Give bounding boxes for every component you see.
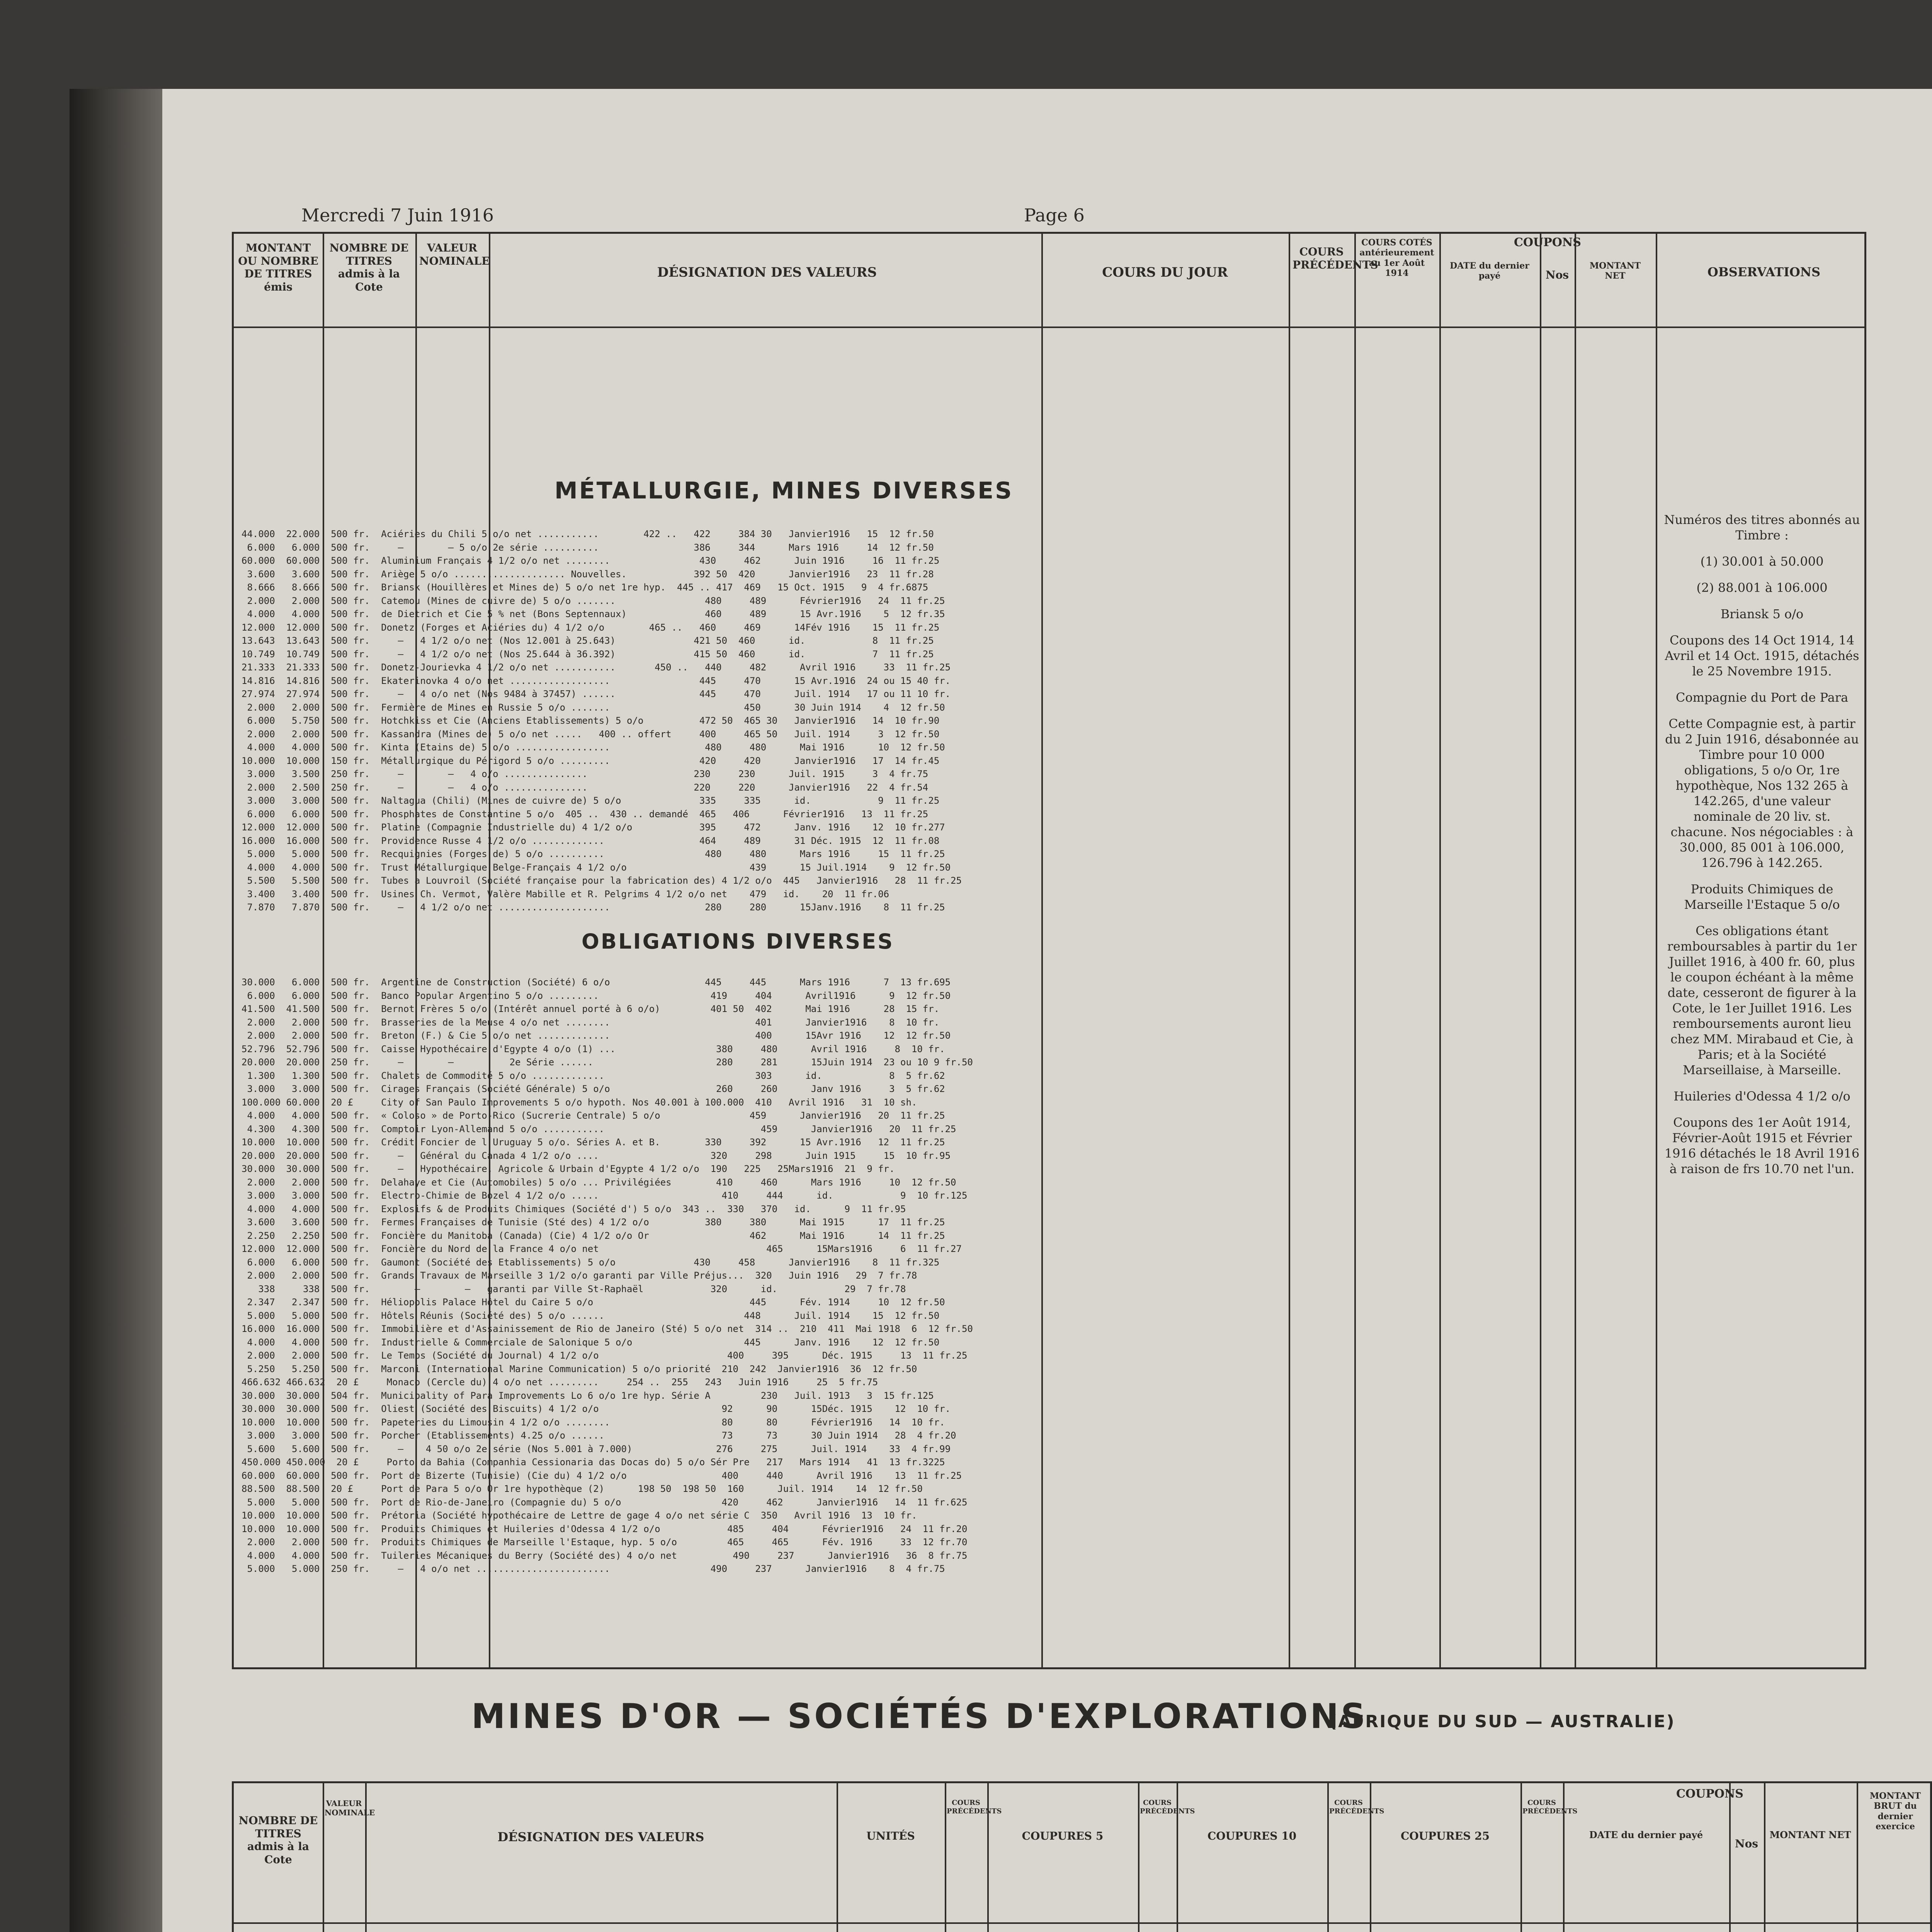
table-row: 30.000 30.000 504 fr. Municipality of Para Improvements Lo 6 o/o 1re hyp. Série A 230 Juil. 1913 3 15 fr.125: [242, 1390, 934, 1401]
col-head-cours-1914: COURS COTÉS antérieurement au 1er Août 1914: [1359, 238, 1434, 279]
mines-col-montant-net: MONTANT NET: [1769, 1829, 1851, 1840]
table-row: 2.347 2.347 500 fr. Héliopolis Palace Hôtel du Caire 5 o/o 445 Fév. 1914 10 12 fr.50: [242, 1297, 945, 1308]
table-row: 60.000 60.000 500 fr. Aluminium Français 4 1/2 o/o net ........ 430 462 Juin 1916 16 11 fr.25: [242, 555, 940, 566]
col-rule: [837, 1783, 838, 1932]
col-rule: [365, 1783, 367, 1932]
observation-note: (1) 30.001 à 50.000: [1700, 554, 1824, 569]
observations-column: [1663, 512, 1861, 1187]
table-row: 2.000 2.000 500 fr. Fermière de Mines en Russie 5 o/o ....... 450 30 Juin 1914 4 12 fr.50: [242, 702, 945, 713]
mines-col-coupures-5: COUPURES 5: [1022, 1830, 1104, 1842]
table-row: 450.000 450.000 20 £ Porto da Bahia (Companhia Cessionaria das Docas do) 5 o/o Sér Pre 217 Mars 1914 41 13 fr.3225: [242, 1457, 945, 1468]
table-row: 13.643 13.643 500 fr. — 4 1/2 o/o net (Nos 12.001 à 25.643) 421 50 460 id. 8 11 fr.25: [242, 635, 934, 646]
table-row: 10.000 10.000 500 fr. Prétoria (Société hypothécaire de Lettre de gage 4 o/o net série C 350 Avril 1916 13 10 fr.: [242, 1510, 917, 1521]
mines-col-cours-prec-4: COURS PRÉCÉDENTS: [1522, 1799, 1578, 1815]
col-head-date-dernier: DATE du dernier payé: [1450, 261, 1529, 281]
col-head-montant-net: MONTANT NET: [1589, 261, 1641, 281]
table-row: 5.000 5.000 500 fr. Port de Rio-de-Janeiro (Compagnie du) 5 o/o 420 462 Janvier1916 14 11 fr.625: [242, 1497, 968, 1508]
table-row: 5.000 5.000 500 fr. Hôtels Réunis (Société des) 5 o/o ...... 448 Juil. 1914 15 12 fr.50: [242, 1310, 940, 1321]
table-row: 3.600 3.600 500 fr. Fermes Françaises de Tunisie (Sté des) 4 1/2 o/o 380 380 Mai 1915 17 11 fr.25: [242, 1217, 945, 1228]
mines-col-nombre: NOMBRE DE TITRES admis à la Cote: [238, 1814, 318, 1866]
table-row: 2.000 2.500 250 fr. — — 4 o/o ............... 220 220 Janvier1916 22 4 fr.54: [242, 782, 929, 793]
mines-col-coupures-10: COUPURES 10: [1207, 1830, 1297, 1842]
table-row: 16.000 16.000 500 fr. Immobilière et d'Assainissement de Rio de Janeiro (Sté) 5 o/o net 314 .. 210 411 Mai 1918 6 12 fr.50: [242, 1323, 973, 1334]
mines-subtitle: (AFRIQUE DU SUD — AUSTRALIE): [1329, 1712, 1675, 1731]
table-row: 21.333 21.333 500 fr. Donetz-Jourievka 4 1/2 o/o net ........... 450 .. 440 482 Avril 1916 33 11 fr.25: [242, 662, 951, 673]
metallurgie-rows: [242, 527, 1648, 914]
table-row: 2.000 2.000 500 fr. Kassandra (Mines de) 5 o/o net ..... 400 .. offert 400 465 50 Juil. 1914 3 12 fr.50: [242, 728, 940, 740]
mines-col-coupons: COUPONS: [1676, 1787, 1743, 1801]
col-rule: [1138, 1783, 1139, 1932]
mines-col-designation: DÉSIGNATION DES VALEURS: [497, 1830, 704, 1844]
table-row: 3.000 3.000 500 fr. Porcher (Etablissements) 4.25 o/o ...... 73 73 30 Juin 1914 28 4 fr.20: [242, 1430, 956, 1441]
table-row: 6.000 5.750 500 fr. Hotchkiss et Cie (Anciens Etablissements) 5 o/o 472 50 465 30 Janvier1916 14 10 fr.90: [242, 715, 940, 726]
col-rule: [1520, 1783, 1522, 1932]
table-row: 2.000 2.000 500 fr. Produits Chimiques de Marseille l'Estaque, hyp. 5 o/o 465 465 Fév. 1916 33 12 fr.70: [242, 1537, 968, 1548]
table-row: 4.000 4.000 500 fr. Industrielle & Commerciale de Salonique 5 o/o 445 Janv. 1916 12 12 fr.50: [242, 1337, 940, 1348]
table-row: 4.000 4.000 500 fr. de Dietrich et Cie 5 % net (Bons Septennaux) 460 489 15 Avr.1916 5 12 fr.35: [242, 609, 945, 619]
section-obligations-title: OBLIGATIONS DIVERSES: [582, 929, 895, 954]
table-row: 3.400 3.400 500 fr. Usines Ch. Vermot, Valère Mabille et R. Pelgrims 4 1/2 o/o net 479 id. 20 11 fr.06: [242, 888, 889, 900]
observation-note: Coupons des 1er Août 1914, Février-Août 1915 et Février 1916 détachés le 18 Avril 1916 à raison de frs 10.70 net l'un.: [1664, 1115, 1860, 1176]
table-row: 338 338 500 fr. — — garanti par Ville St-Raphaël 320 id. 29 7 fr.78: [242, 1283, 906, 1294]
table-row: 41.500 41.500 500 fr. Bernot Frères 5 o/o (Intérêt annuel porté à 6 o/o) 401 50 402 Mai 1916 28 15 fr.: [242, 1003, 940, 1014]
col-rule: [987, 1783, 989, 1932]
table-row: 20.000 20.000 500 fr. — Général du Canada 4 1/2 o/o .... 320 298 Juin 1915 15 10 fr.95: [242, 1150, 951, 1161]
table-row: 10.000 10.000 500 fr. Produits Chimiques et Huileries d'Odessa 4 1/2 o/o 485 404 Février1916 24 11 fr.20: [242, 1523, 968, 1534]
col-head-nombre: NOMBRE DE TITRES admis à la Cote: [329, 242, 409, 293]
col-head-montant: MONTANT OU NOMBRE DE TITRES émis: [238, 242, 318, 293]
observation-note: Numéros des titres abonnés au Timbre :: [1664, 512, 1860, 543]
table-row: 1.300 1.300 500 fr. Chalets de Commodité 5 o/o ............. 303 id. 8 5 fr.62: [242, 1070, 945, 1081]
table-row: 4.000 4.000 500 fr. Explosifs & de Produits Chimiques (Société d') 5 o/o 343 .. 330 370 id. 9 11 fr.95: [242, 1203, 906, 1214]
table-row: 4.000 4.000 500 fr. Trust Métallurgique Belge-Français 4 1/2 o/o 439 15 Juil.1914 9 12 fr.50: [242, 862, 951, 873]
table-row: 4.000 4.000 500 fr. « Coloso » de Porto-Rico (Sucrerie Centrale) 5 o/o 459 Janvier1916 20 11 fr.25: [242, 1110, 945, 1121]
observation-note: Ces obligations étant remboursables à partir du 1er Juillet 1916, à 400 fr. 60, plus le coupon échéant à la même date, cesseront de figurer à la Cote, le 1er Juillet 1916. Les remboursements auront lieu chez MM. Mirabaud et Cie, à Paris; et à la Société Marseillaise, à Marseille.: [1667, 923, 1857, 1077]
page-number: Page 6: [1024, 205, 1085, 226]
mines-col-montant-brut: MONTANT BRUT du dernier exercice: [1869, 1791, 1921, 1832]
table-row: 52.796 52.796 500 fr. Caisse Hypothécaire d'Egypte 4 o/o (1) ... 380 480 Avril 1916 8 10 fr.: [242, 1043, 945, 1054]
col-head-coupons: COUPONS: [1514, 236, 1581, 249]
mines-col-cours-prec-2: COURS PRÉCÉDENTS: [1140, 1799, 1195, 1815]
table-row: 10.000 10.000 500 fr. Papeteries du Limousin 4 1/2 o/o ........ 80 80 Février1916 14 10 fr.: [242, 1417, 945, 1428]
table-row: 2.000 2.000 500 fr. Grands Travaux de Marseille 3 1/2 o/o garanti par Ville Préjus... 320 Juin 1916 29 7 fr.78: [242, 1270, 917, 1281]
col-rule: [945, 1783, 946, 1932]
table-row: 8.666 8.666 500 fr. Briansk (Houillères et Mines de) 5 o/o net 1re hyp. 445 .. 417 469 15 Oct. 1915 9 4 fr.6875: [242, 582, 929, 593]
table-row: 20.000 20.000 250 fr. — — 2e Série ...... 280 281 15Juin 1914 23 ou 10 9 fr.50: [242, 1057, 973, 1068]
col-head-num: Nos: [1545, 269, 1569, 281]
table-row: 6.000 6.000 500 fr. Banco Popular Argentino 5 o/o ......... 419 404 Avril1916 9 12 fr.50: [242, 990, 951, 1001]
table-row: 5.600 5.600 500 fr. — 4 50 o/o 2e série (Nos 5.001 à 7.000) 276 275 Juil. 1914 33 4 fr.99: [242, 1443, 951, 1454]
observation-note: Huileries d'Odessa 4 1/2 o/o: [1673, 1089, 1850, 1104]
table-row: 60.000 60.000 500 fr. Port de Bizerte (Tunisie) (Cie du) 4 1/2 o/o 400 440 Avril 1916 13 11 fr.25: [242, 1470, 962, 1481]
col-rule: [1563, 1783, 1565, 1932]
table-row: 2.000 2.000 500 fr. Le Temps (Société du Journal) 4 1/2 o/o 400 395 Déc. 1915 13 11 fr.25: [242, 1350, 968, 1361]
table-row: 7.870 7.870 500 fr. — 4 1/2 o/o net .................... 280 280 15Janv.1916 8 11 fr.25: [242, 902, 945, 913]
table-row: 14.816 14.816 500 fr. Ekaterinovka 4 o/o net .................. 445 470 15 Avr.1916 24 ou 15 40 fr.: [242, 675, 951, 686]
page-binding-shadow: [70, 89, 162, 1932]
col-head-designation: DÉSIGNATION DES VALEURS: [657, 265, 877, 280]
observation-note: Cette Compagnie est, à partir du 2 Juin 1916, désabonnée au Timbre pour 10 000 obligations, 5 o/o Or, 1re hypothèque, Nos 132 265 à 142.265, d'une valeur nominale de 20 liv. st. chacune. Nos négociables : à 30.000, 85 001 à 106.000, 126.796 à 142.265.: [1665, 716, 1859, 870]
table-row: 3.000 3.000 500 fr. Cirages Français (Société Générale) 5 o/o 260 260 Janv 1916 3 5 fr.62: [242, 1083, 945, 1094]
top-table: [232, 232, 1866, 1669]
observation-note: Coupons des 14 Oct 1914, 14 Avril et 14 Oct. 1915, détachés le 25 Novembre 1915.: [1665, 633, 1859, 679]
table-row: 6.000 6.000 500 fr. Phosphates de Constantine 5 o/o 405 .. 430 .. demandé 465 406 Février1916 13 11 fr.25: [242, 808, 929, 820]
table-row: 4.000 4.000 500 fr. Tuileries Mécaniques du Berry (Société des) 4 o/o net 490 237 Janvier1916 36 8 fr.75: [242, 1550, 968, 1561]
table-row: 3.000 3.500 250 fr. — — 4 o/o ............... 230 230 Juil. 1915 3 4 fr.75: [242, 769, 929, 779]
col-rule: [1177, 1783, 1178, 1932]
table-row: 44.000 22.000 500 fr. Aciéries du Chili 5 o/o net ........... 422 .. 422 384 30 Janvier1916 15 12 fr.50: [242, 529, 934, 539]
table-row: 2.000 2.000 500 fr. Delahaye et Cie (Automobiles) 5 o/o ... Privilégiées 410 460 Mars 1916 10 12 fr.50: [242, 1177, 956, 1188]
table-row: 6.000 6.000 500 fr. Gaumont (Société des Etablissements) 5 o/o 430 458 Janvier1916 8 11 fr.325: [242, 1257, 940, 1268]
table-row: 12.000 12.000 500 fr. Donetz (Forges et Aciéries du) 4 1/2 o/o 465 .. 460 469 14Fév 1916 15 11 fr.25: [242, 622, 940, 633]
mines-col-num: Nos: [1735, 1837, 1759, 1850]
mines-col-cours-prec-1: COURS PRÉCÉDENTS: [947, 1799, 1002, 1815]
col-head-observations: OBSERVATIONS: [1707, 265, 1821, 279]
col-rule: [1857, 1783, 1858, 1932]
observation-note: Compagnie du Port de Para: [1675, 690, 1849, 705]
table-row: 16.000 16.000 500 fr. Providence Russe 4 1/2 o/o ............. 464 489 31 Déc. 1915 12 11 fr.08: [242, 835, 940, 846]
col-rule: [1764, 1783, 1765, 1932]
table-row: 3.000 3.000 500 fr. Electro-Chimie de Bozel 4 1/2 o/o ..... 410 444 id. 9 10 fr.125: [242, 1190, 968, 1201]
mines-col-coupures-25: COUPURES 25: [1400, 1830, 1490, 1842]
table-row: 4.300 4.300 500 fr. Comptoir Lyon-Allemand 5 o/o ........... 459 Janvier1916 20 11 fr.25: [242, 1123, 956, 1134]
table-row: 5.000 5.000 250 fr. — 4 o/o net ........................ 490 237 Janvier1916 8 4 fr.75: [242, 1563, 945, 1574]
obligations-rows: [242, 976, 1648, 1576]
table-row: 3.000 3.000 500 fr. Naltagua (Chili) (Mines de cuivre de) 5 o/o 335 335 id. 9 11 fr.25: [242, 795, 940, 806]
table-row: 10.000 10.000 150 fr. Métallurgique du Périgord 5 o/o ......... 420 420 Janvier1916 17 14 fr.45: [242, 755, 940, 766]
table-row: 30.000 6.000 500 fr. Argentine de Construction (Société) 6 o/o 445 445 Mars 1916 7 13 fr.695: [242, 977, 951, 988]
table-row: 12.000 12.000 500 fr. Platine (Compagnie Industrielle du) 4 1/2 o/o 395 472 Janv. 1916 12 10 fr.277: [242, 822, 945, 833]
top-table-header-rule: [234, 327, 1864, 328]
table-row: 27.974 27.974 500 fr. — 4 o/o net (Nos 9484 à 37457) ...... 445 470 Juil. 1914 17 ou 11 10 fr.: [242, 689, 951, 699]
newspaper-page: [162, 89, 1932, 1932]
table-row: 2.000 2.000 500 fr. Breton (F.) & Cie 5 o/o net ............. 400 15Avr 1916 12 12 fr.50: [242, 1030, 951, 1041]
table-row: 2.250 2.250 500 fr. Foncière du Manitoba (Canada) (Cie) 4 1/2 o/o Or 462 Mai 1916 14 11 fr.25: [242, 1230, 945, 1241]
col-rule: [323, 1783, 324, 1932]
page-date: Mercredi 7 Juin 1916: [301, 205, 494, 226]
table-row: 5.500 5.500 500 fr. Tubes a Louvroil (Société française pour la fabrication des) 4 1/2 o/o 445 Janvier1916 28 11 fr.25: [242, 875, 962, 886]
table-row: 2.000 2.000 500 fr. Brasseries de la Meuse 4 o/o net ........ 401 Janvier1916 8 10 fr.: [242, 1017, 940, 1028]
col-head-cours-jour: COURS DU JOUR: [1102, 265, 1228, 280]
mines-title: MINES D'OR — SOCIÉTÉS D'EXPLORATIONS: [471, 1696, 1368, 1736]
mines-col-valeur: VALEUR NOMINALE: [325, 1799, 375, 1817]
table-row: 5.000 5.000 500 fr. Recquignies (Forges de) 5 o/o .......... 480 480 Mars 1916 15 11 fr.25: [242, 849, 945, 859]
mines-col-unites: UNITÉS: [866, 1830, 915, 1842]
table-row: 3.600 3.600 500 fr. Ariège 5 o/o .................... Nouvelles. 392 50 420 Janvier1916 23 11 fr.28: [242, 568, 934, 580]
mines-col-date: DATE du dernier payé: [1589, 1829, 1703, 1840]
table-row: 100.000 60.000 20 £ City of San Paulo Improvements 5 o/o hypoth. Nos 40.001 à 100.000 410 Avril 1916 31 10 sh.: [242, 1097, 917, 1108]
col-rule: [1327, 1783, 1329, 1932]
table-row: 10.749 10.749 500 fr. — 4 1/2 o/o net (Nos 25.644 à 36.392) 415 50 460 id. 7 11 fr.25: [242, 648, 934, 660]
mines-header-rule: [234, 1922, 1930, 1924]
table-row: 12.000 12.000 500 fr. Foncière du Nord de la France 4 o/o net 465 15Mars1916 6 11 fr.27: [242, 1243, 962, 1254]
observation-note: (2) 88.001 à 106.000: [1696, 580, 1828, 595]
mines-col-cours-prec-3: COURS PRÉCÉDENTS: [1329, 1799, 1384, 1815]
table-row: 10.000 10.000 500 fr. Crédit Foncier de l'Uruguay 5 o/o. Séries A. et B. 330 392 15 Avr.1916 12 11 fr.25: [242, 1137, 945, 1148]
table-row: 2.000 2.000 500 fr. Catemou (Mines de cuivre de) 5 o/o ....... 480 489 Février1916 24 11 fr.25: [242, 595, 945, 606]
col-head-valeur: VALEUR NOMINALE: [419, 242, 490, 267]
col-rule: [1656, 234, 1657, 1667]
table-row: 30.000 30.000 500 fr. Oliest (Société des Biscuits) 4 1/2 o/o 92 90 15Déc. 1915 12 10 fr.: [242, 1403, 951, 1414]
table-row: 5.250 5.250 500 fr. Marconi (International Marine Communication) 5 o/o priorité 210 242 Janvier1916 36 12 fr.50: [242, 1363, 917, 1374]
table-row: 466.632 466.632 20 £ Monaco (Cercle du) 4 o/o net ......... 254 .. 255 243 Juin 1916 25 5 fr.75: [242, 1377, 878, 1388]
col-rule: [1729, 1783, 1731, 1932]
mines-table: [232, 1781, 1932, 1932]
col-rule: [1370, 1783, 1371, 1932]
table-row: 30.000 30.000 500 fr. — Hypothécaire, Agricole & Urbain d'Egypte 4 1/2 o/o 190 225 25Mars1916 21 9 fr.: [242, 1163, 895, 1174]
table-row: 6.000 6.000 500 fr. — — 5 o/o 2e série .......... 386 344 Mars 1916 14 12 fr.50: [242, 542, 934, 553]
table-row: 4.000 4.000 500 fr. Kinta (Etains de) 5 o/o ................. 480 480 Mai 1916 10 12 fr.50: [242, 742, 945, 753]
observation-note: Produits Chimiques de Marseille l'Estaque 5 o/o: [1684, 882, 1840, 912]
observation-note: Briansk 5 o/o: [1720, 607, 1804, 621]
col-head-cours-prec: COURS PRÉCÉDENTS: [1293, 245, 1378, 271]
table-row: 88.500 88.500 20 £ Port de Para 5 o/o Or 1re hypothèque (2) 198 50 198 50 160 Juil. 1914 14 12 fr.50: [242, 1483, 923, 1494]
section-metallurgie-title: MÉTALLURGIE, MINES DIVERSES: [554, 477, 1014, 504]
